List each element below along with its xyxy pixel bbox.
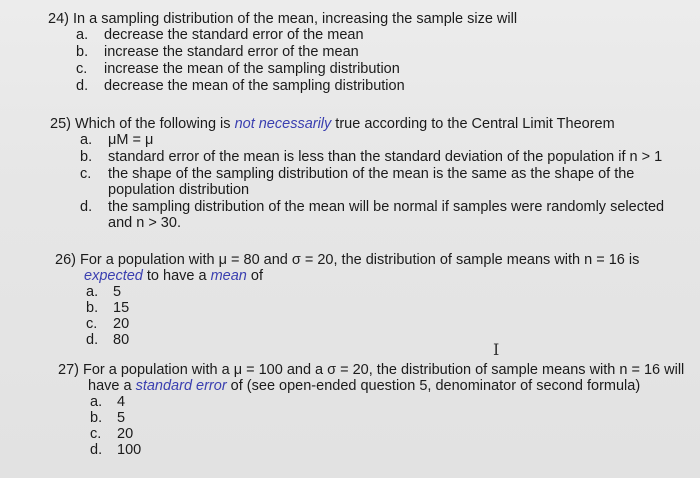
q27-stem-pre: have a (88, 378, 136, 394)
question-27-stem: 27) For a population with a μ = 100 and a σ = 20, the distribution of sample means with n = 16 will (58, 362, 685, 378)
q25-option-c-letter: c. (80, 166, 92, 182)
q27-option-a-letter: a. (90, 394, 103, 410)
q26-option-a-text: 5 (113, 284, 122, 300)
q26-option-d-letter: d. (86, 332, 99, 348)
q26-stem-mid: to have a (142, 268, 211, 284)
q24-option-d-letter: d. (76, 78, 89, 94)
q25-option-c-text: the shape of the sampling distribution of the mean is the same as the shape of the (108, 166, 635, 182)
text-cursor-icon: I (493, 340, 500, 359)
q27-option-b-letter: b. (90, 410, 103, 426)
q26-option-c-letter: c. (86, 316, 98, 332)
q25-option-c-text-cont: population distribution (108, 182, 250, 198)
q25-option-d-text: the sampling distribution of the mean will be normal if samples were randomly selected (108, 199, 665, 215)
q26-stem-emphasis-1: expected (84, 268, 143, 284)
q25-stem-emphasis: not necessarily (234, 116, 332, 132)
q25-option-b-letter: b. (80, 149, 93, 165)
q26-option-b-text: 15 (113, 300, 130, 316)
question-27-stem-cont (88, 378, 640, 395)
question-26-stem-cont (84, 268, 263, 285)
q24-option-b-text: increase the standard error of the mean (104, 44, 359, 60)
q26-option-c-text: 20 (113, 316, 130, 332)
q25-option-d-text-cont: and n > 30. (108, 215, 181, 231)
q27-option-d-letter: d. (90, 442, 103, 458)
q27-stem-post: of (see open-ended question 5, denominator of second formula) (226, 378, 641, 394)
q25-option-d-letter: d. (80, 199, 93, 215)
q26-option-a-letter: a. (86, 284, 99, 300)
q27-option-d-text: 100 (117, 442, 142, 458)
q27-option-b-text: 5 (117, 410, 126, 426)
q26-option-b-letter: b. (86, 300, 99, 316)
q26-option-d-text: 80 (113, 332, 130, 348)
question-25-stem (50, 116, 615, 133)
q24-option-c-text: increase the mean of the sampling distribution (104, 61, 400, 77)
q26-stem-emphasis-2: mean (210, 268, 247, 284)
q24-option-d-text: decrease the mean of the sampling distribution (104, 78, 405, 94)
q24-option-b-letter: b. (76, 44, 89, 60)
q25-option-a-letter: a. (80, 132, 93, 148)
q27-option-c-text: 20 (117, 426, 134, 442)
q27-option-a-text: 4 (117, 394, 126, 410)
question-24-stem: 24) In a sampling distribution of the mean, increasing the sample size will (48, 11, 518, 27)
q25-option-a-text: μM = μ (108, 132, 154, 148)
q24-option-a-letter: a. (76, 27, 89, 43)
q25-option-b-text: standard error of the mean is less than the standard deviation of the population if n > 1 (108, 149, 663, 165)
q25-stem-pre: 25) Which of the following is (50, 116, 235, 132)
q25-stem-post: true according to the Central Limit Theorem (331, 116, 615, 132)
q24-option-a-text: decrease the standard error of the mean (104, 27, 364, 43)
q27-stem-emphasis: standard error (135, 378, 227, 394)
q27-option-c-letter: c. (90, 426, 102, 442)
q26-stem-post: of (246, 268, 263, 284)
question-26-stem: 26) For a population with μ = 80 and σ = 20, the distribution of sample means with n = 16 is (55, 252, 640, 268)
q24-option-c-letter: c. (76, 61, 88, 77)
